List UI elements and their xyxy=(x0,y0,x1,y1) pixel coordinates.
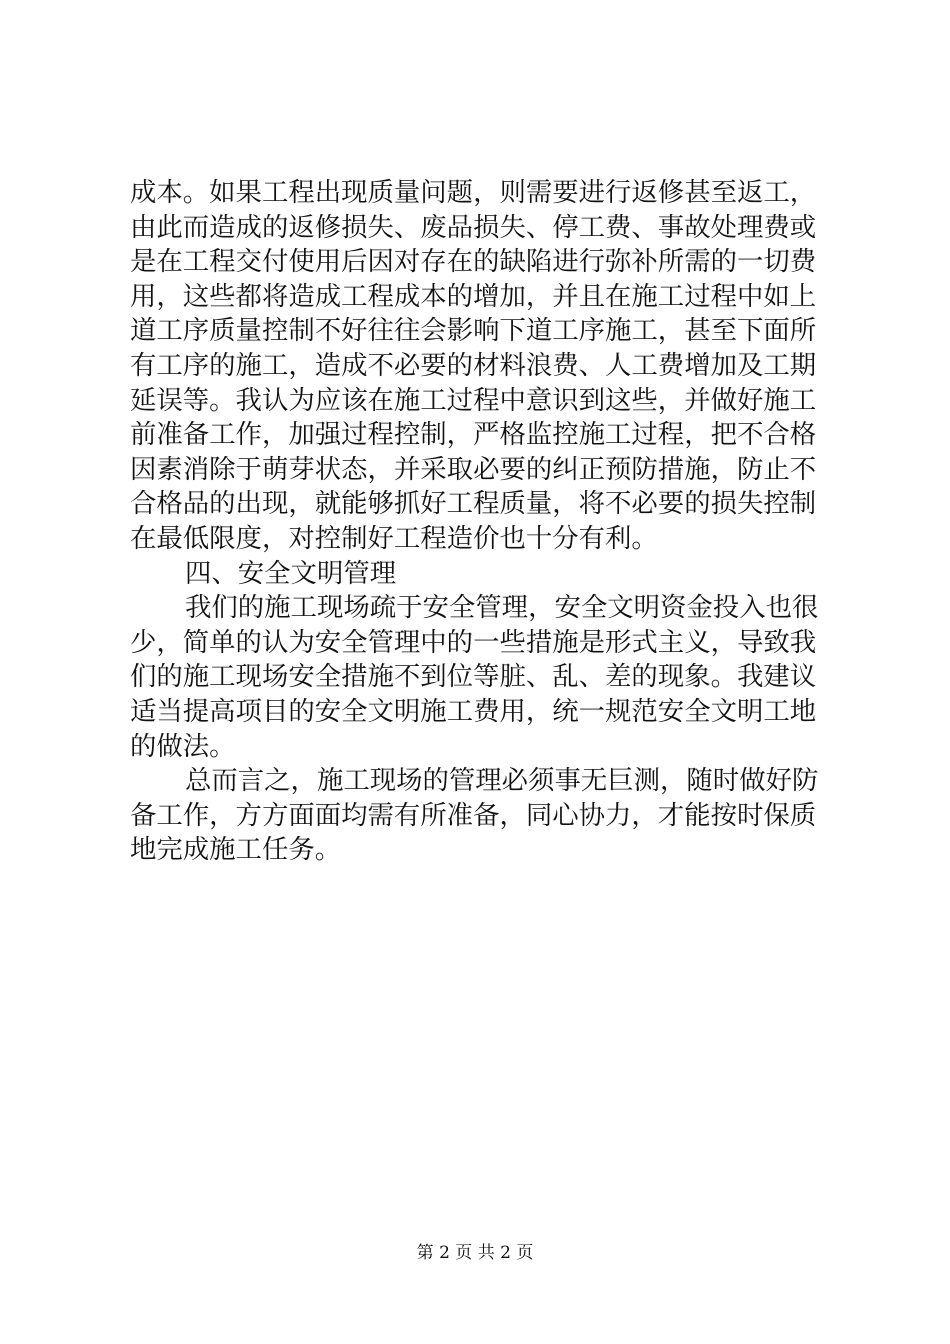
document-body xyxy=(130,176,830,868)
section-heading-safety: 四、安全文明管理 xyxy=(185,557,397,589)
paragraph-cost-quality: 成本。如果工程出现质量问题，则需要进行返修甚至返工，由此而造成的返修损失、废品损失、停工费、事故处理费或是在工程交付使用后因对存在的缺陷进行弥补所需的一切费用，这些都将造成工程成本的增加，并且在施工过程中如上道工序质量控制不好往往会影响下道工序施工，甚至下面所有工序的施工，造成不必要的材料浪费、人工费增加及工期延误等。我认为应该在施工过程中意识到这些，并做好施工前准备工作，加强过程控制，严格监控施工过程，把不合格因素消除于萌芽状态，并采取必要的纠正预防措施，防止不合格品的出现，就能够抓好工程质量，将不必要的损失控制在最低限度，对控制好工程造价也十分有利。 xyxy=(130,177,817,554)
page-number-footer: 第 2 页 共 2 页 xyxy=(416,1243,534,1263)
paragraph-conclusion: 总而言之，施工现场的管理必须事无巨测，随时做好防备工作，方方面面均需有所准备，同心协力，才能按时保质地完成施工任务。 xyxy=(130,765,819,866)
paragraph-safety-management: 我们的施工现场疏于安全管理，安全文明资金投入也很少，简单的认为安全管理中的一些措施是形式主义，导致我们的施工现场安全措施不到位等脏、乱、差的现象。我建议适当提高项目的安全文明施工费用，统一规范安全文明工地的做法。 xyxy=(130,592,819,762)
